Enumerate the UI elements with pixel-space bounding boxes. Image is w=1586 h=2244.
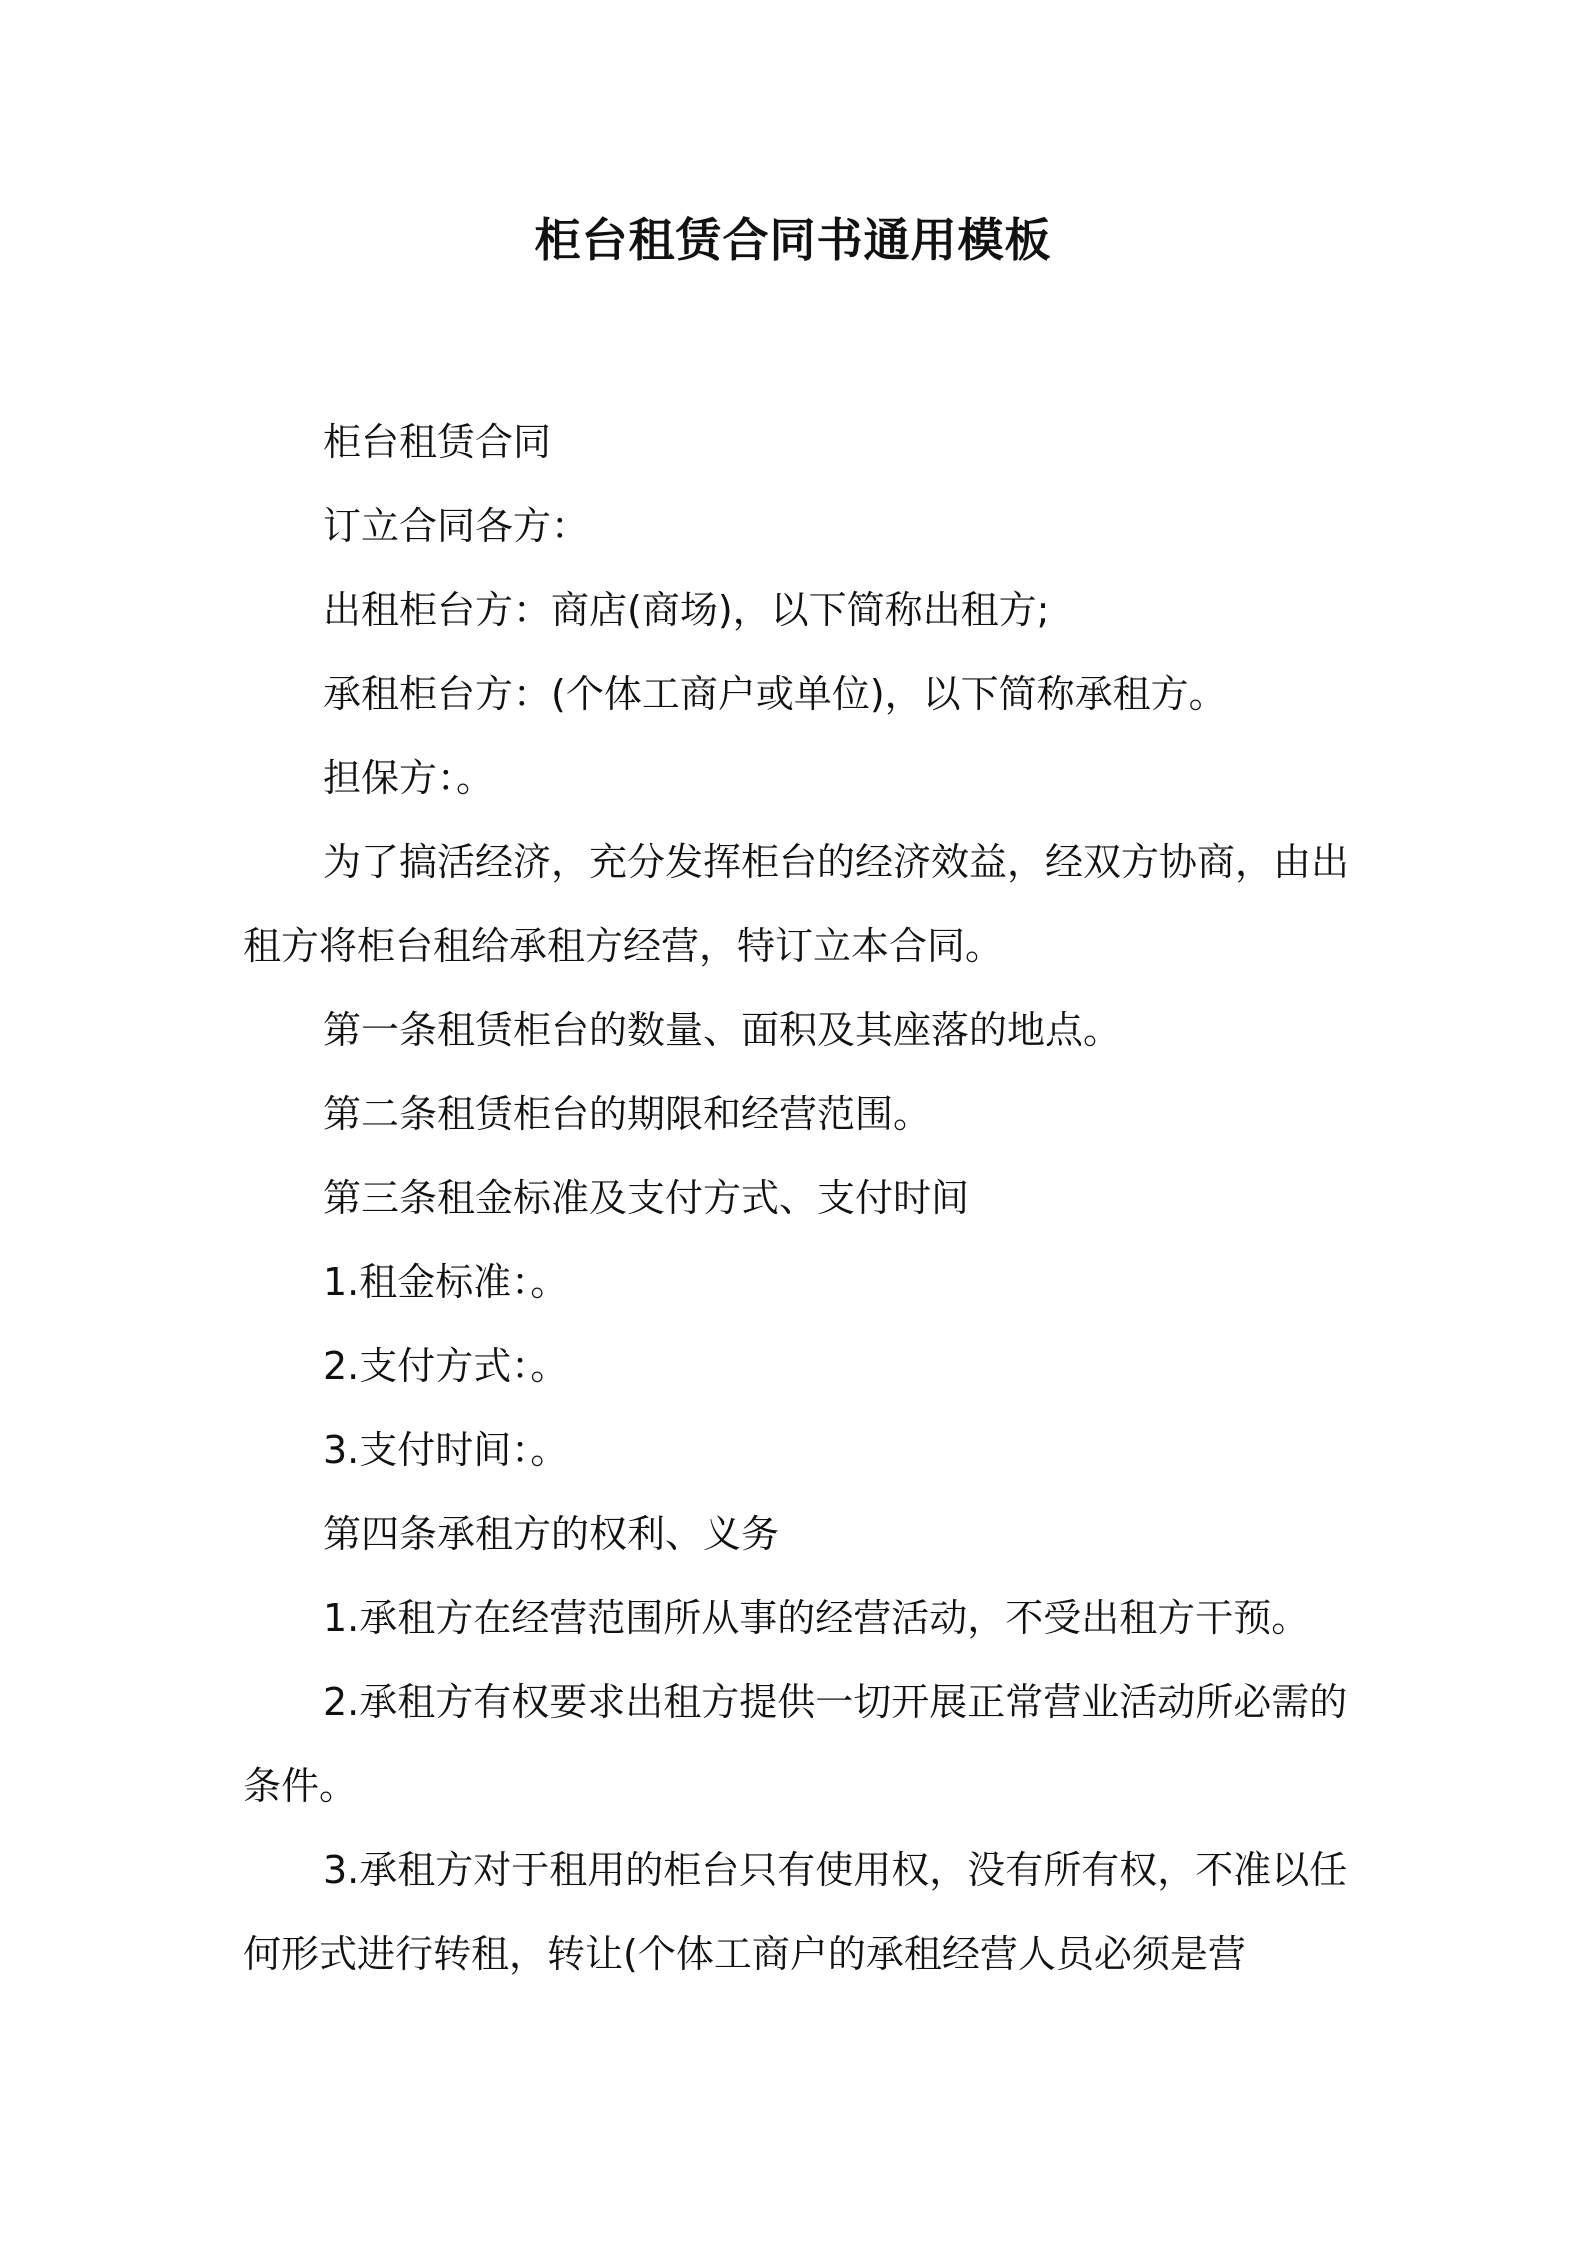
paragraph-article-1: 第一条租赁柜台的数量、面积及其座落的地点。 bbox=[323, 1008, 1122, 1052]
paragraph-lessor: 出租柜台方：商店(商场)，以下简称出租方; bbox=[323, 588, 1050, 632]
paragraph-article-3-item-2: 2.支付方式：。 bbox=[323, 1344, 569, 1388]
paragraph-article-4-item-2: 2.承租方有权要求出租方提供一切开展正常营业活动所必需的条件。 bbox=[243, 1680, 1348, 1808]
paragraph-article-3: 第三条租金标准及支付方式、支付时间 bbox=[323, 1176, 970, 1220]
paragraph-article-4-item-3: 3.承租方对于租用的柜台只有使用权，没有所有权，不准以任何形式进行转租，转让(个体工商户的承租经营人员必须是营 bbox=[243, 1848, 1348, 1976]
paragraph-article-3-item-1: 1.租金标准：。 bbox=[323, 1260, 569, 1304]
document-body bbox=[243, 400, 1363, 1996]
paragraph-article-2: 第二条租赁柜台的期限和经营范围。 bbox=[323, 1092, 932, 1136]
paragraph-guarantor: 担保方：。 bbox=[323, 756, 495, 800]
paragraph-lessee: 承租柜台方：(个体工商户或单位)，以下简称承租方。 bbox=[323, 672, 1227, 716]
paragraph-contract-name: 柜台租赁合同 bbox=[323, 420, 552, 464]
paragraph-parties-heading: 订立合同各方： bbox=[323, 504, 590, 548]
paragraph-article-4: 第四条承租方的权利、义务 bbox=[323, 1512, 780, 1556]
paragraph-article-4-item-1: 1.承租方在经营范围所从事的经营活动，不受出租方干预。 bbox=[323, 1596, 1310, 1640]
document-title: 柜台租赁合同书通用模板 bbox=[534, 213, 1052, 267]
paragraph-preamble: 为了搞活经济，充分发挥柜台的经济效益，经双方协商，由出租方将柜台租给承租方经营，特订立本合同。 bbox=[243, 840, 1350, 968]
paragraph-article-3-item-3: 3.支付时间：。 bbox=[323, 1428, 569, 1472]
